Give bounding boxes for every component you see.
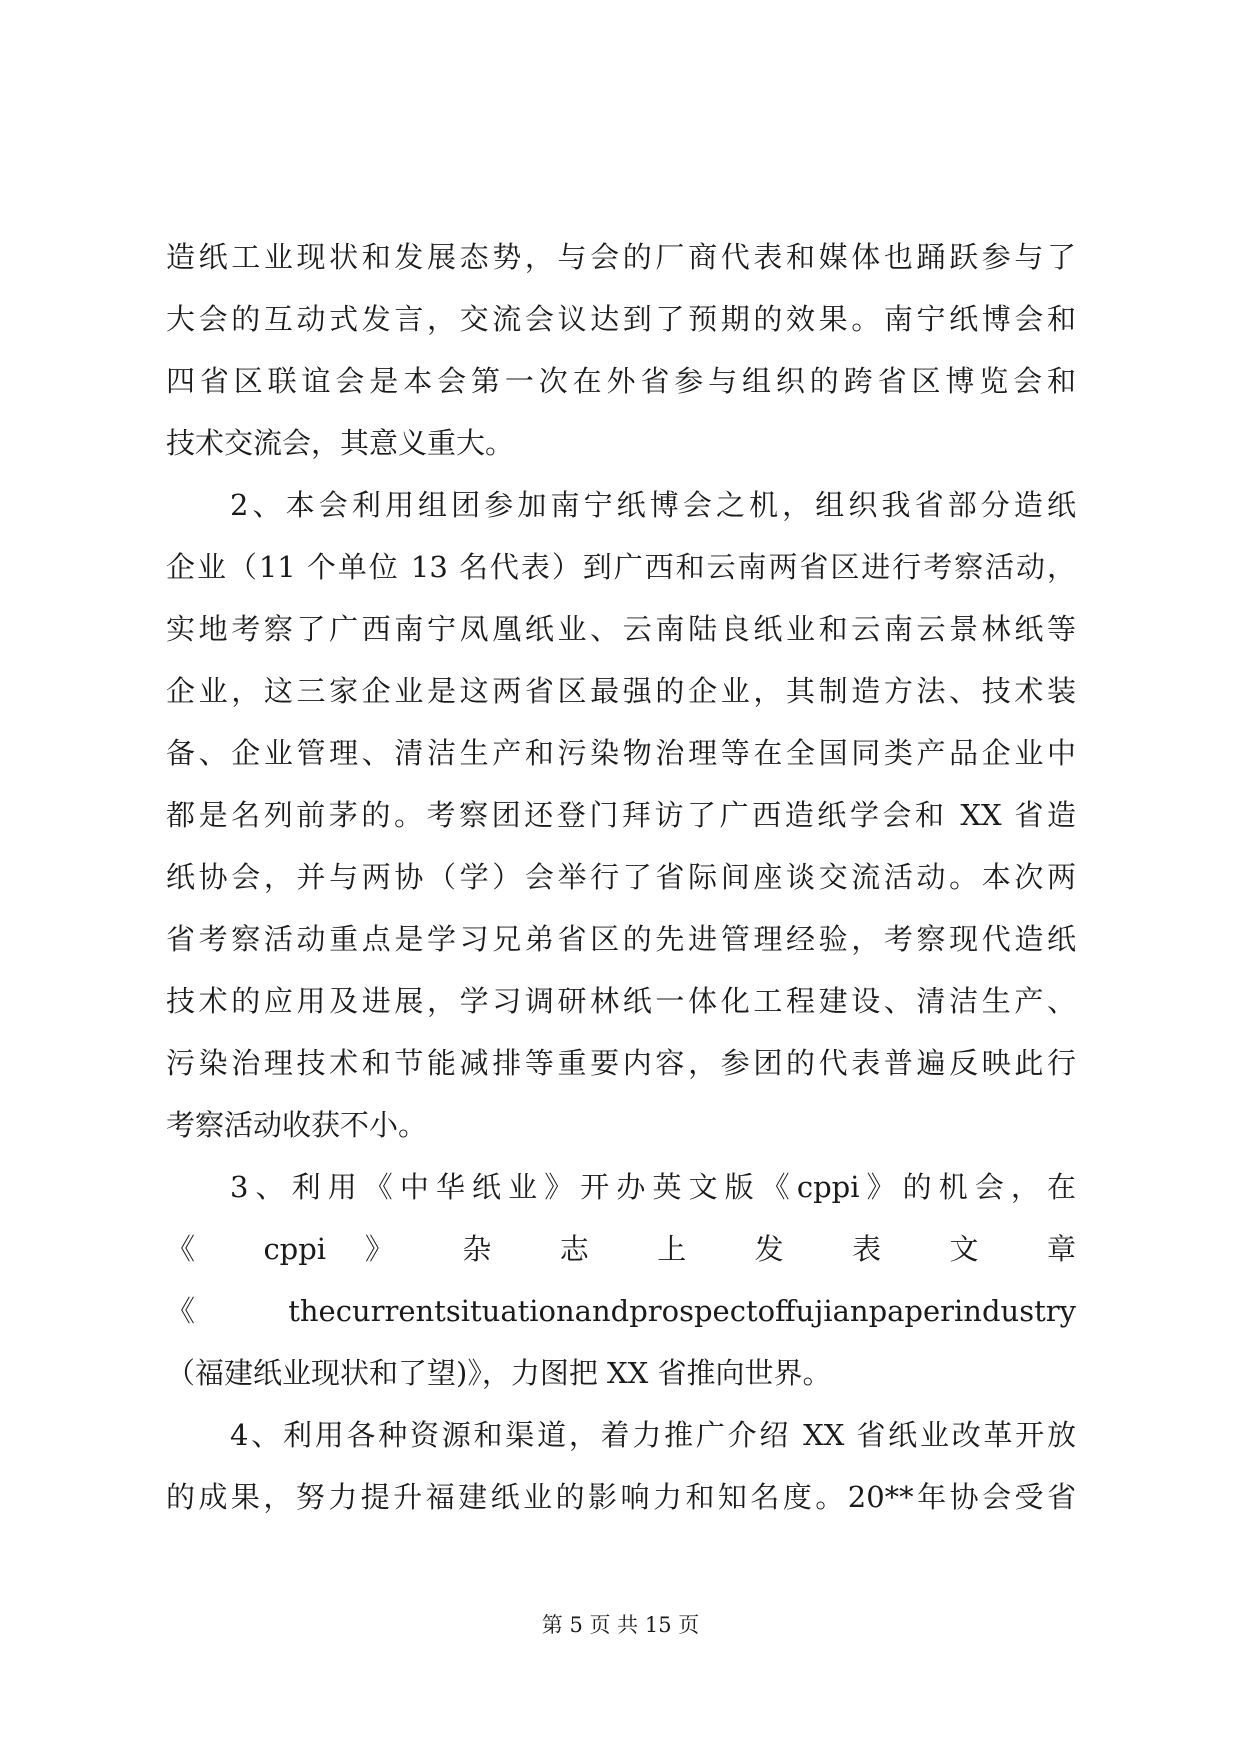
text-line: 考察活动收获不小。	[166, 1108, 428, 1142]
text-line: 《 thecurrentsituationandprospectoffujianpaperindustry	[166, 1294, 1076, 1328]
text-line: 省考察活动重点是学习兄弟省区的先进管理经验，考察现代造纸	[166, 922, 1076, 956]
text-line: 企业，这三家企业是这两省区最强的企业，其制造方法、技术装	[166, 674, 1076, 708]
text-line: 《 cppi 》 杂 志 上 发 表 文 章	[166, 1232, 1076, 1266]
text-line: 四省区联谊会是本会第一次在外省参与组织的跨省区博览会和	[166, 364, 1076, 398]
text-line: （福建纸业现状和了望)》，力图把 XX 省推向世界。	[166, 1356, 832, 1390]
text-line: 技术的应用及进展，学习调研林纸一体化工程建设、清洁生产、	[166, 984, 1076, 1018]
body-text	[166, 226, 1076, 1528]
text-line: 的成果，努力提升福建纸业的影响力和知名度。20**年协会受省	[166, 1480, 1076, 1514]
paragraph-2-start: 2、本会利用组团参加南宁纸博会之机，组织我省部分造纸	[230, 488, 1076, 522]
text-line: 技术交流会，其意义重大。	[166, 426, 515, 460]
text-line: 实地考察了广西南宁凤凰纸业、云南陆良纸业和云南云景林纸等	[166, 612, 1076, 646]
text-line: 企业（11 个单位 13 名代表）到广西和云南两省区进行考察活动，	[166, 550, 1076, 584]
text-line: 污染治理技术和节能减排等重要内容，参团的代表普遍反映此行	[166, 1046, 1076, 1080]
text-line: 纸协会，并与两协（学）会举行了省际间座谈交流活动。本次两	[166, 860, 1076, 894]
text-line: 造纸工业现状和发展态势，与会的厂商代表和媒体也踊跃参与了	[166, 240, 1076, 274]
text-line: 备、企业管理、清洁生产和污染物治理等在全国同类产品企业中	[166, 736, 1076, 770]
page-number-footer: 第 5 页 共 15 页	[541, 1613, 700, 1637]
paragraph-4-start: 4、利用各种资源和渠道，着力推广介绍 XX 省纸业改革开放	[230, 1418, 1076, 1452]
paragraph-3-start: 3、利用《中华纸业》开办英文版《cppi》的机会，在	[230, 1170, 1076, 1204]
text-line: 都是名列前茅的。考察团还登门拜访了广西造纸学会和 XX 省造	[166, 798, 1076, 832]
text-line: 大会的互动式发言，交流会议达到了预期的效果。南宁纸博会和	[166, 302, 1076, 336]
